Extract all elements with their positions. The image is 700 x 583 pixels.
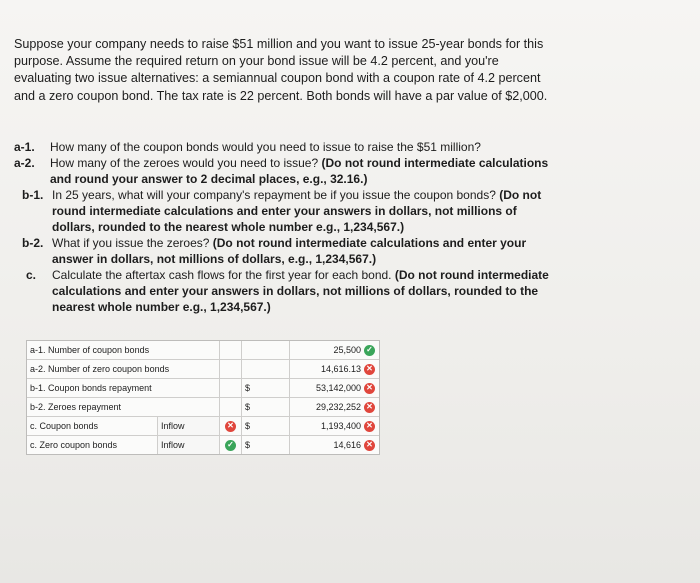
check-icon: ✓ <box>364 345 375 356</box>
row-label: c. Zero coupon bonds <box>27 436 158 454</box>
question-text: How many of the coupon bonds would you need to issue to raise the $51 million? <box>50 140 481 154</box>
question-label: c. <box>26 268 37 282</box>
table-row <box>27 360 379 379</box>
flow-type-status <box>220 379 242 397</box>
question-b2 <box>22 235 554 267</box>
cross-icon: ✕ <box>364 364 375 375</box>
answer-value: 14,616 <box>333 440 361 450</box>
currency-symbol: $ <box>242 379 290 397</box>
question-a1 <box>14 139 554 155</box>
cross-icon: ✕ <box>364 402 375 413</box>
table-row <box>27 417 379 436</box>
cross-icon: ✕ <box>225 421 236 432</box>
cross-icon: ✕ <box>364 440 375 451</box>
flow-type-select[interactable]: Inflow <box>158 436 220 454</box>
flow-type-select[interactable]: Inflow <box>158 417 220 435</box>
question-note: (Do not round intermediate calculations and round your answer to 2 decimal places, e.g., 32.16.) <box>50 156 549 186</box>
cross-icon: ✕ <box>364 383 375 394</box>
question-label: a-2. <box>14 156 35 170</box>
flow-type-status <box>220 341 242 359</box>
flow-type-status <box>220 436 242 454</box>
question-text: Calculate the aftertax cash flows for the first year for each bond. <box>52 268 392 282</box>
problem-intro: Suppose your company needs to raise $51 million and you want to issue 25-year bonds for this purpose. Assume the required return on your bond issue will be 4.2 percent, and you're evaluating two issue alternatives: a semiannual coupon bond with a coupon rate of 4.2 percent and a zero coupon bond. The tax rate is 22 percent. Both bonds will have a par value of $2,000. <box>14 37 548 103</box>
answer-value: 25,500 <box>333 345 361 355</box>
answer-input[interactable] <box>290 398 379 416</box>
question-label: b-1. <box>22 188 44 202</box>
currency-symbol: $ <box>242 398 290 416</box>
table-row <box>27 341 379 360</box>
question-list <box>14 139 554 315</box>
question-label: b-2. <box>22 236 44 250</box>
question-a2 <box>14 155 554 187</box>
table-row <box>27 379 379 398</box>
flow-type-status <box>220 417 242 435</box>
row-label: c. Coupon bonds <box>27 417 158 435</box>
currency-symbol: $ <box>242 436 290 454</box>
answer-value: 53,142,000 <box>315 383 361 393</box>
question-note: (Do not round intermediate calculations and enter your answers in dollars, not millions of dollars, rounded to the nearest whole number e.g., 1,234,567.) <box>52 188 542 234</box>
currency-symbol: $ <box>242 417 290 435</box>
currency-symbol <box>242 360 290 378</box>
row-label: a-1. Number of coupon bonds <box>27 341 220 359</box>
currency-symbol <box>242 341 290 359</box>
answer-input[interactable] <box>290 360 379 378</box>
answer-input[interactable] <box>290 379 379 397</box>
answer-value: 14,616.13 <box>320 364 361 374</box>
answer-value: 1,193,400 <box>320 421 361 431</box>
table-row <box>27 436 379 454</box>
question-note: (Do not round intermediate calculations and enter your answer in dollars, not millions of dollars, e.g., 1,234,567.) <box>52 236 527 266</box>
flow-type-status <box>220 398 242 416</box>
question-text: How many of the zeroes would you need to issue? <box>50 156 319 170</box>
cross-icon: ✕ <box>364 421 375 432</box>
row-label: a-2. Number of zero coupon bonds <box>27 360 220 378</box>
answer-input[interactable] <box>290 417 379 435</box>
answer-value: 29,232,252 <box>315 402 361 412</box>
question-text: In 25 years, what will your company's repayment be if you issue the coupon bonds? <box>52 188 496 202</box>
row-label: b-2. Zeroes repayment <box>27 398 220 416</box>
question-note: (Do not round intermediate calculations and enter your answers in dollars, not millions of dollars, rounded to the nearest whole number e.g., 1,234,567.) <box>52 268 549 314</box>
flow-type-status <box>220 360 242 378</box>
answer-input[interactable] <box>290 341 379 359</box>
question-b1 <box>22 187 554 235</box>
question-text: What if you issue the zeroes? <box>52 236 210 250</box>
answer-table <box>26 340 380 455</box>
question-c <box>22 267 554 315</box>
row-label: b-1. Coupon bonds repayment <box>27 379 220 397</box>
answer-input[interactable] <box>290 436 379 454</box>
table-row <box>27 398 379 417</box>
question-label: a-1. <box>14 140 35 154</box>
check-icon: ✓ <box>225 440 236 451</box>
